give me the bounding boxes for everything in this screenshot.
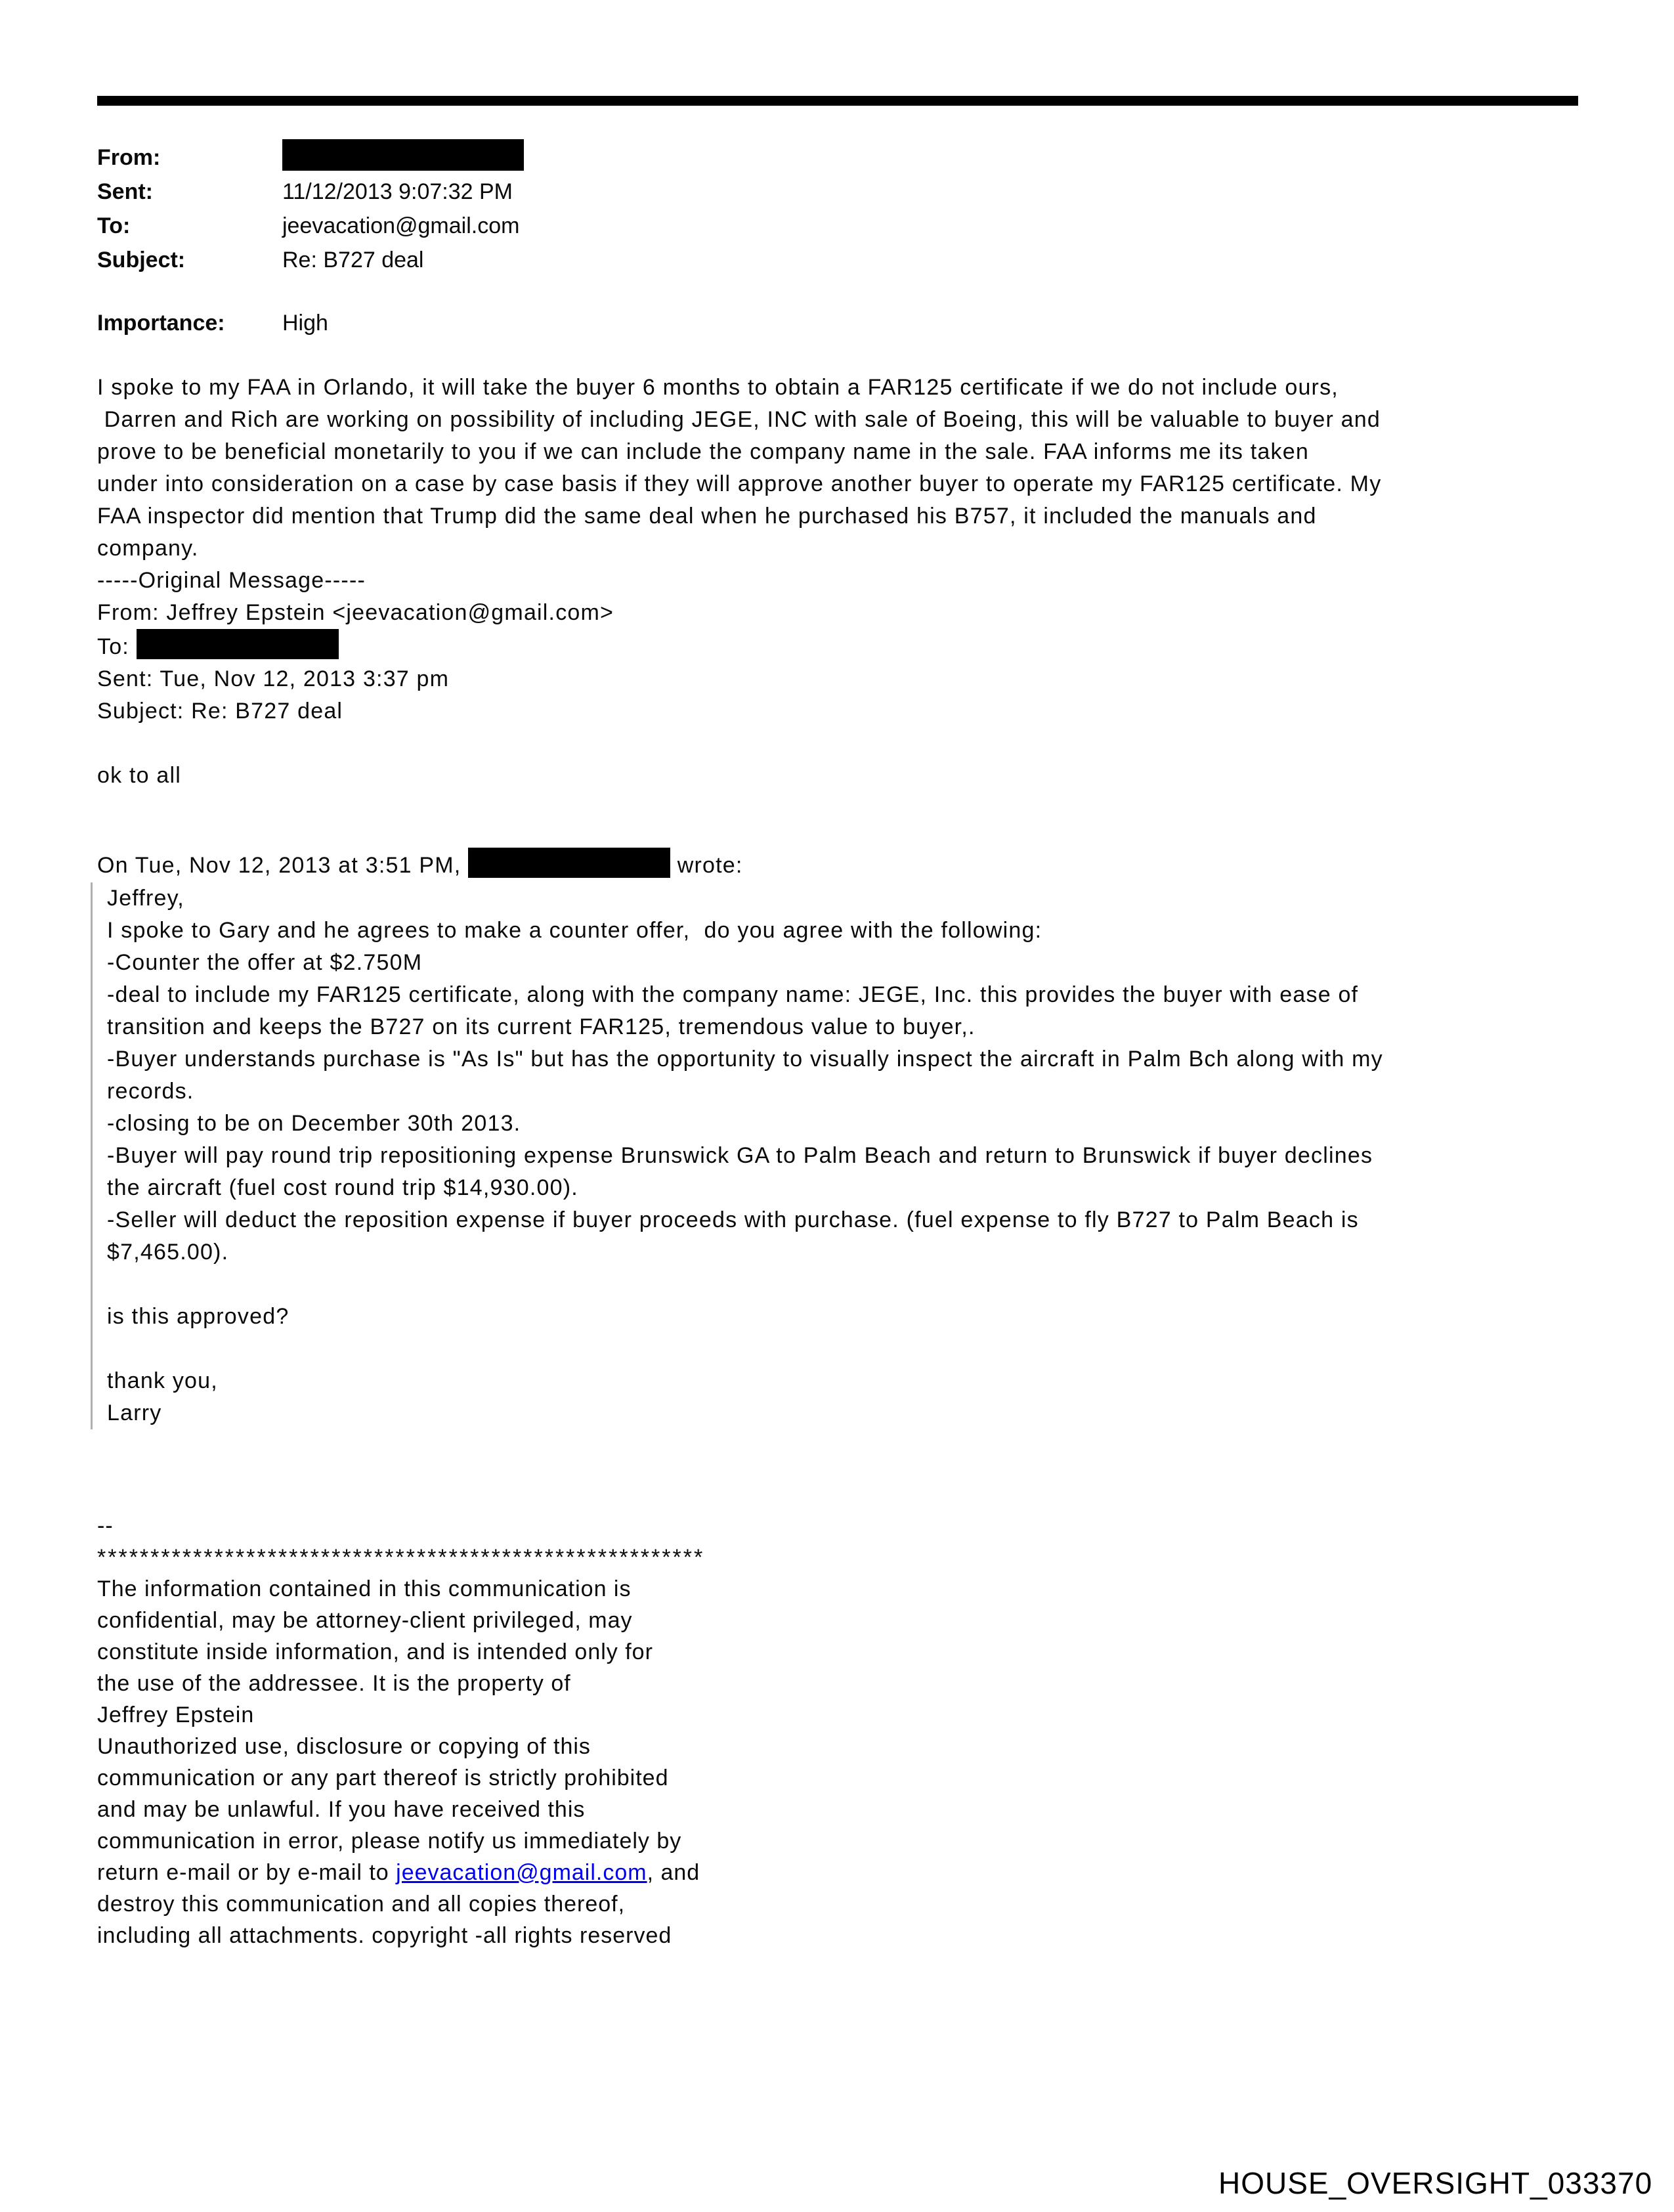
top-divider-rule <box>97 96 1578 106</box>
sent-label: Sent: <box>97 179 153 204</box>
quote-attribution-suffix: wrote: <box>677 853 743 878</box>
subject-label: Subject: <box>97 248 186 272</box>
bates-number: HOUSE_OVERSIGHT_033370 <box>1218 2166 1653 2200</box>
disclaimer-part1: The information contained in this communication is confidential, may be attorney-client privileged, may constitute inside information, and is intended only for the use of the addressee. It is the property of Jeffrey Epstein Unauthorized use, disclosure or copying of this communication or any part thereof is strictly prohibited and may be unlawful. If you have received this communication in error, please notify us immediately by return e-mail or by e-mail to <box>97 1576 682 1885</box>
quoted-message-block <box>91 882 1620 1429</box>
header-to-row <box>97 209 1016 243</box>
original-message-from-line: From: Jeffrey Epstein <jeevacation@gmail.com> <box>97 600 614 625</box>
original-to-label: To: <box>97 634 129 659</box>
original-message-subject-line: Subject: Re: B727 deal <box>97 699 343 724</box>
redaction-bar <box>468 848 670 878</box>
sent-value: 11/12/2013 9:07:32 PM <box>282 179 513 204</box>
from-label: From: <box>97 145 161 170</box>
header-importance-row <box>97 306 1016 340</box>
header-from-row <box>97 139 1016 175</box>
asterisk-separator: ********************************************************* <box>97 1545 705 1570</box>
redaction-bar <box>282 139 524 171</box>
header-sent-row <box>97 175 1016 209</box>
importance-label: Importance: <box>97 311 225 336</box>
original-message-to-line <box>97 629 1600 663</box>
body-paragraph: I spoke to my FAA in Orlando, it will take the buyer 6 months to obtain a FAR125 certificate if we do not include ours, Darren and Rich are working on possibility of including JEGE, INC with sale of Boeing, this will be valuable to buyer and prove to be beneficial monetarily to you if we can include the company name in the sale. FAA informs me its taken under into consideration on a case by case basis if they will approve another buyer to operate my FAR125 certificate. My FAA inspector did mention that Trump did the same deal when he purchased his B757, it included the manuals and company. <box>97 375 1382 561</box>
reply-text: ok to all <box>97 763 181 788</box>
quoted-message-text: Jeffrey, I spoke to Gary and he agrees to make a counter offer, do you agree with the following: -Counter the offer at $2.750M -deal to include my FAR125 certificate, along with the company name: JEGE, Inc. this provides the buyer with ease of transition and keeps the B727 on its current FAR125, tremendous value to buyer,. -Buyer understands purchase is "As Is" but has the opportunity to visually inspect the aircraft in Palm Bch along with my records. -closing to be on December 30th 2013. -Buyer will pay round trip repositioning expense Brunswick GA to Palm Beach and return to Brunswick if buyer declines the aircraft (fuel cost round trip $14,930.00). -Seller will deduct the reposition expense if buyer proceeds with purchase. (fuel expense to fly B727 to Palm Beach is $7,465.00). is this approved? thank you, Larry <box>107 886 1383 1425</box>
disclaimer-part2: , and destroy this communication and all copies thereof, including all attachments. copyright -all rights reserved <box>97 1860 700 1948</box>
email-link[interactable]: jeevacation@gmail.com <box>396 1860 647 1885</box>
original-message-sent-line: Sent: Tue, Nov 12, 2013 3:37 pm <box>97 666 450 691</box>
quote-attribution-line <box>97 848 743 882</box>
importance-value: High <box>282 311 328 336</box>
to-value: jeevacation@gmail.com <box>282 213 520 238</box>
redaction-bar <box>137 629 339 659</box>
signature-dashes: -- <box>97 1513 114 1538</box>
email-header <box>97 139 1016 340</box>
original-message-divider: -----Original Message----- <box>97 568 366 593</box>
quote-attribution-prefix: On Tue, Nov 12, 2013 at 3:51 PM, <box>97 853 461 878</box>
header-subject-row <box>97 243 1016 277</box>
email-body <box>97 372 1600 792</box>
signature-disclaimer <box>97 1510 885 1951</box>
subject-value: Re: B727 deal <box>282 248 424 272</box>
to-label: To: <box>97 213 131 238</box>
disclaimer-text <box>97 1573 885 1951</box>
